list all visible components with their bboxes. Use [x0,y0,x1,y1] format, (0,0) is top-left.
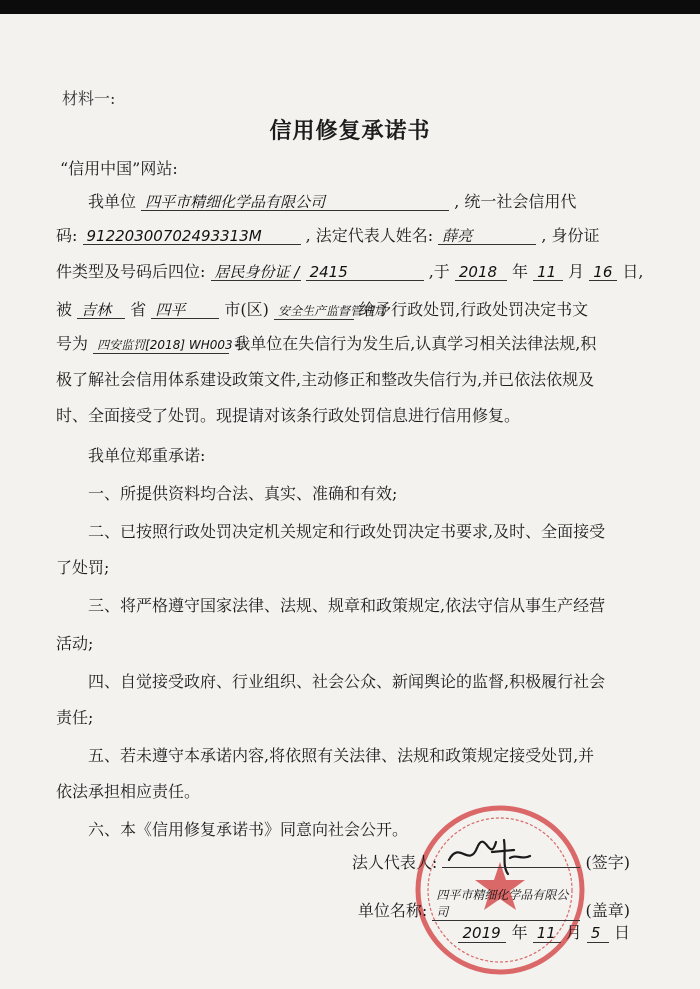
unit-name-fill: 四平市精细化学品有限公司 [432,886,580,921]
text: 月 [565,923,582,942]
text: 码: [56,226,78,245]
text: 被 [56,300,73,319]
stamp-note: (盖章) [585,901,630,920]
legal-rep-fill: 薛亮 [438,228,536,245]
day-fill: 16 [589,264,617,281]
para1-line2 [56,228,636,245]
province-fill: 吉林 [77,302,125,319]
sign-year-fill: 2019 [458,924,506,943]
sign-month-fill: 11 [533,924,561,943]
text: 年 [511,262,528,281]
city-fill: 四平 [151,302,219,319]
item2-line2: 了处罚; [56,558,110,577]
signature-line [352,850,630,873]
salutation: “信用中国”网站: [60,159,178,178]
sign-note: (签字) [585,853,630,872]
text: 号为 [56,334,89,353]
item2-line1: 二、已按照行政处罚决定机关规定和行政处罚决定书要求,及时、全面接受 [88,522,606,541]
text: , 统一社会信用代 [454,192,577,211]
office-fill: 安全生产监督管理局 [274,303,354,320]
text: ,于 [428,262,450,281]
text: 省 [130,300,147,319]
text: 件类型及号码后四位: [56,262,206,281]
item1: 一、所提供资料均合法、真实、准确和有效; [88,484,398,503]
decision-number-fill: 四安监罚[2018] WH003号 [93,337,229,354]
text: 我单位 [88,192,137,211]
para1-line7: 时、全面接受了处罚。现提请对该条行政处罚信息进行信用修复。 [56,406,521,425]
id-last4-fill: 2415 [306,264,424,281]
unit-line [358,886,630,921]
sign-date [458,920,630,943]
credit-code-fill: 91220300702493313M [83,228,301,245]
text: , 法定代表人姓名: [305,226,434,245]
para1-line1 [56,194,668,211]
item5-line1: 五、若未遵守本承诺内容,将依照有关法律、法规和政策规定接受处罚,并 [88,746,595,765]
text: 日, [622,262,644,281]
text: 给予行政处罚,行政处罚决定书文 [359,300,589,319]
text: 月 [568,262,585,281]
year-fill: 2018 [455,264,507,281]
text: 日 [613,923,630,942]
text: 市(区) [224,300,269,319]
unit-label: 单位名称: [357,901,428,920]
para1-line3 [56,262,644,281]
rep-label: 法人代表人: [351,853,438,872]
para1-line5 [56,336,636,354]
signature-blank [442,867,580,868]
item5-line2: 依法承担相应责任。 [56,782,201,801]
company-name-fill: 四平市精细化学品有限公司 [141,194,449,211]
material-label: 材料一: [62,89,116,108]
item3-line2: 活动; [56,634,94,653]
document-title: 信用修复承诺书 [269,118,431,144]
text: 年 [511,923,528,942]
para1-line4 [56,302,636,320]
text: , 身份证 [541,226,600,245]
text: 我单位在失信行为发生后,认真学习相关法律法规,积 [234,334,597,353]
commit-heading: 我单位郑重承诺: [88,446,206,465]
id-type-fill: 居民身份证 / [211,264,301,281]
item4-line1: 四、自觉接受政府、行业组织、社会公众、新闻舆论的监督,积极履行社会 [88,672,606,691]
month-fill: 11 [533,264,563,281]
para1-line6: 极了解社会信用体系建设政策文件,主动修正和整改失信行为,并已依法依规及 [56,370,595,389]
item6: 六、本《信用修复承诺书》同意向社会公开。 [88,820,409,839]
item3-line1: 三、将严格遵守国家法律、法规、规章和政策规定,依法守信从事生产经营 [88,596,606,615]
sign-day-fill: 5 [587,924,609,943]
item4-line2: 责任; [56,708,94,727]
